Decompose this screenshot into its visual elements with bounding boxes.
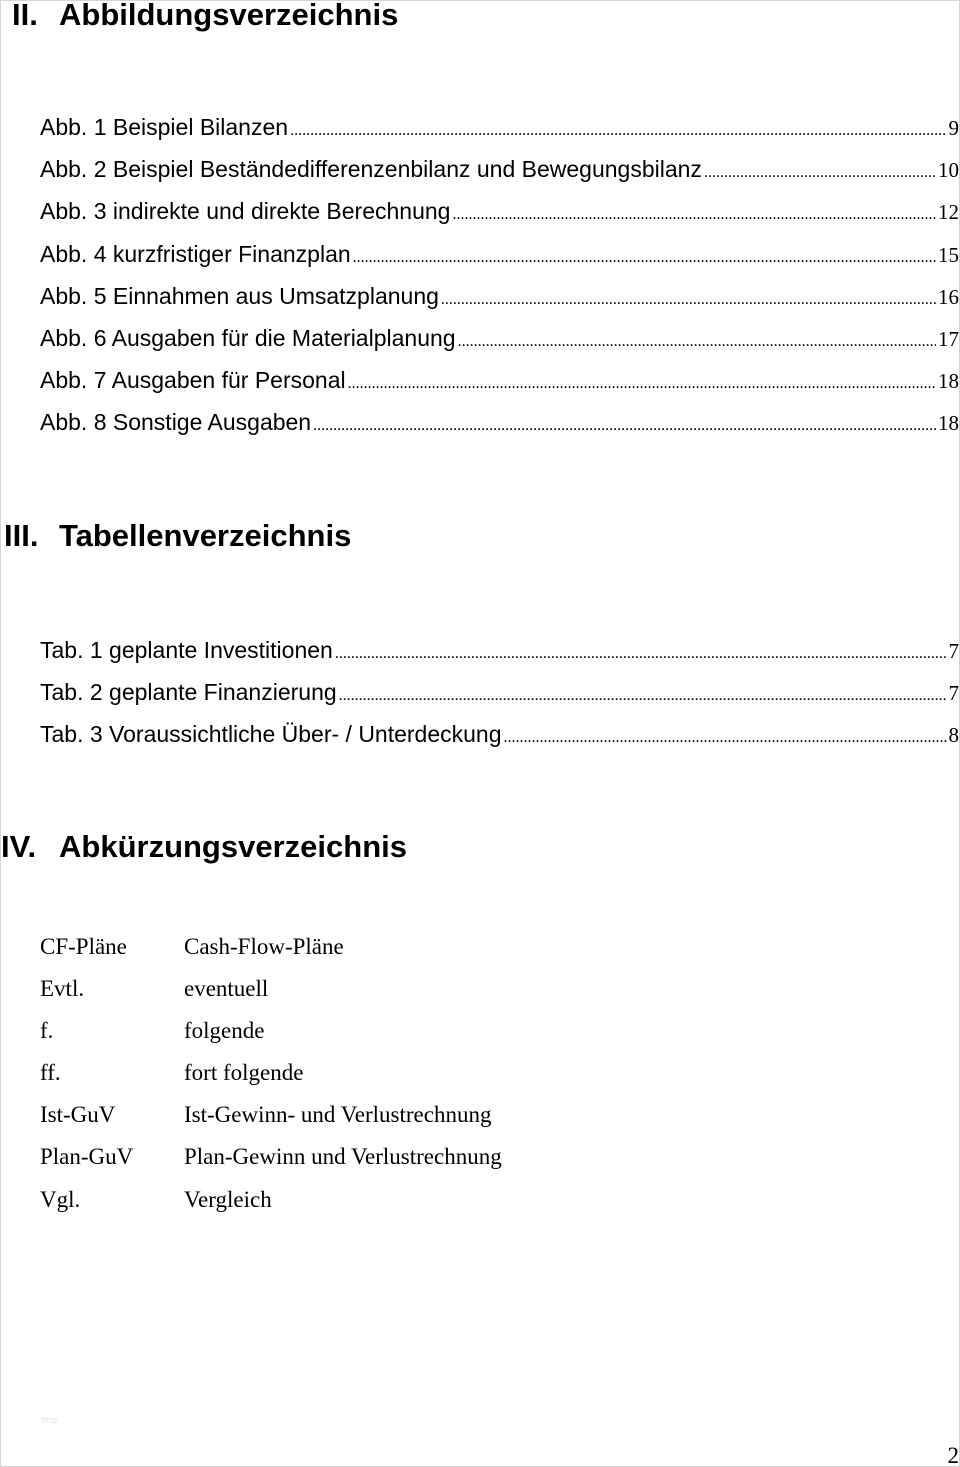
toc-entry-page: 9: [948, 116, 959, 140]
toc-entry[interactable]: [40, 629, 959, 671]
figures-list: [40, 106, 959, 444]
abbreviation-term: Vgl.: [40, 1186, 81, 1212]
toc-entry-label: Abb. 1 Beispiel Bilanzen: [40, 114, 289, 140]
toc-entry[interactable]: [40, 148, 959, 190]
abbreviation-definition: Plan-Gewinn und Verlustrechnung: [184, 1144, 502, 1170]
toc-entry-page: 7: [948, 639, 959, 663]
tables-list: [40, 629, 959, 756]
toc-entry[interactable]: [40, 190, 959, 232]
dot-leader: [458, 321, 936, 363]
toc-entry-page: 17: [938, 326, 959, 351]
abbreviation-definition: Vergleich: [184, 1186, 272, 1212]
dot-leader: [335, 633, 947, 675]
dot-leader: [353, 237, 936, 279]
section-title: Tabellenverzeichnis: [59, 518, 352, 553]
abbreviation-term: CF-Pläne: [40, 934, 127, 959]
toc-entry-label: Abb. 4 kurzfristiger Finanzplan: [40, 240, 351, 267]
toc-entry-page: 18: [938, 411, 959, 436]
dot-leader: [313, 405, 936, 447]
toc-entry-page: 10: [938, 158, 959, 183]
abbreviation-definition: Cash-Flow-Pläne: [184, 934, 344, 959]
abbreviation-row: [40, 1179, 502, 1221]
toc-entry-label: Abb. 2 Beispiel Beständedifferenzenbilanz und Bewegungsbilanz: [40, 156, 702, 183]
toc-entry-label: Abb. 3 indirekte und direkte Berechnung: [40, 198, 451, 225]
toc-entry-label: Tab. 3 Voraussichtliche Über- / Unterdeckung: [40, 721, 502, 748]
dot-leader: [441, 279, 936, 321]
toc-entry[interactable]: [40, 106, 959, 148]
abbreviation-term: ff.: [40, 1060, 61, 1086]
toc-entry-page: 15: [938, 242, 959, 267]
toc-entry-page: 18: [938, 369, 959, 394]
section-number: III.: [4, 518, 39, 553]
abbreviation-term: Evtl.: [40, 976, 85, 1002]
watermark-text: ttrrp: [41, 1415, 58, 1425]
toc-entry[interactable]: [40, 233, 959, 275]
section-title: Abkürzungsverzeichnis: [59, 829, 407, 864]
abbreviation-term: Ist-GuV: [40, 1102, 116, 1128]
dot-leader: [348, 363, 936, 405]
toc-entry-label: Abb. 6 Ausgaben für die Materialplanung: [40, 324, 456, 351]
toc-entry-page: 8: [948, 723, 959, 748]
page-number: 2: [947, 1443, 959, 1467]
abbreviation-row: [40, 1010, 502, 1052]
toc-entry-page: 7: [948, 681, 959, 706]
dot-leader: [704, 152, 936, 194]
abbreviation-row: [40, 1094, 502, 1136]
abbreviation-term: Plan-GuV: [40, 1144, 134, 1170]
abbreviations-list: [40, 926, 502, 1221]
toc-entry-label: Abb. 7 Ausgaben für Personal: [40, 367, 346, 394]
toc-entry-label: Abb. 5 Einnahmen aus Umsatzplanung: [40, 282, 439, 309]
dot-leader: [504, 717, 947, 759]
toc-entry-label: Abb. 8 Sonstige Ausgaben: [40, 409, 312, 436]
toc-entry-label: Tab. 2 geplante Finanzierung: [40, 679, 337, 706]
abbreviation-row: [40, 926, 502, 968]
dot-leader: [452, 194, 936, 236]
toc-entry[interactable]: [40, 713, 959, 755]
toc-entry[interactable]: [40, 671, 959, 713]
toc-entry[interactable]: [40, 317, 959, 359]
abbreviation-definition: eventuell: [184, 976, 269, 1002]
abbreviation-definition: fort folgende: [184, 1060, 304, 1086]
toc-entry-page: 16: [938, 284, 959, 309]
toc-entry[interactable]: [40, 359, 959, 401]
toc-entry-label: Tab. 1 geplante Investitionen: [40, 637, 333, 663]
abbreviation-term: f.: [40, 1018, 54, 1044]
toc-entry[interactable]: [40, 275, 959, 317]
abbreviation-row: [40, 968, 502, 1010]
abbreviation-row: [40, 1136, 502, 1178]
abbreviation-definition: folgende: [184, 1018, 265, 1044]
toc-entry-page: 12: [938, 200, 959, 225]
abbreviation-definition: Ist-Gewinn- und Verlustrechnung: [184, 1102, 492, 1128]
dot-leader: [290, 110, 946, 152]
dot-leader: [339, 675, 947, 717]
toc-entry[interactable]: [40, 401, 959, 443]
section-number: II.: [12, 0, 38, 32]
abbreviation-row: [40, 1052, 502, 1094]
section-number: IV.: [1, 829, 37, 864]
section-title: Abbildungsverzeichnis: [59, 0, 399, 32]
